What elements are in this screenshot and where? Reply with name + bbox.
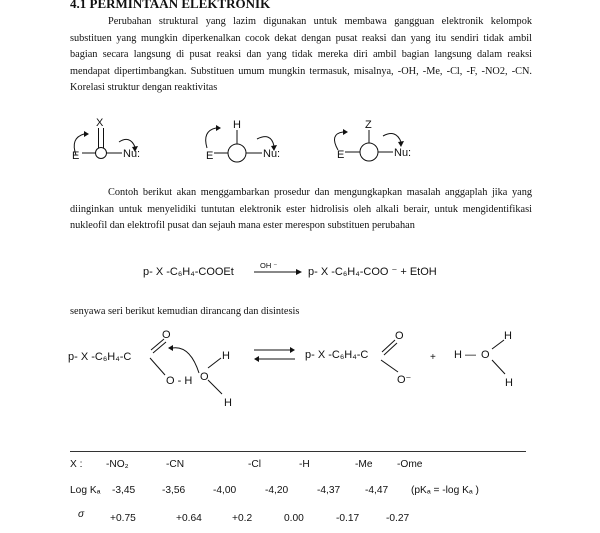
table-logk-value: -4,37 bbox=[317, 485, 341, 496]
table-logk-value: -4,47 bbox=[365, 485, 389, 496]
table-x-value: -Me bbox=[355, 459, 373, 470]
section-title: 4.1 PERMINTAAN ELEKTRONIK bbox=[70, 0, 271, 11]
mechanism-left-fragment: p- X -C₆H₄-C bbox=[68, 351, 132, 363]
equation-product: p- X -C₆H₄-COO ⁻ + EtOH bbox=[308, 266, 437, 278]
equation-condition: OH ⁻ bbox=[260, 261, 278, 270]
mechanism-left-carbonyl: O bbox=[162, 329, 171, 341]
nucleophile-label: Nu: bbox=[263, 148, 281, 160]
paragraph-hydrolysis: Contoh berikut akan menggambarkan prosedur dan mengungkapkan masalah anggaplah jika yang diinginkan untuk menyelidiki tuntutan elektronik ester hidrolisis oleh alkali berair, untuk mengidentifikasi nukleofil dan elektrofil pusat dan sejauh mana ester merespon substituen perubahan bbox=[70, 187, 532, 232]
paragraph-series: senyawa seri berikut kemudian dirancang dan disintesis bbox=[70, 306, 300, 317]
paragraph-electronic-effects: Perubahan struktural yang lazim digunakan untuk membawa gangguan elektronik kelompok substituen yang mungkin diperkenalkan cocok dekat dengan pusat reaksi dan yang itu sendiri tidak ambil bagian secara langsung di pusat reaksi dan yang tidak mereka diri ambil bagian langsung dalam reaksi mendapat dipertimbangkan. Substituen umum mungkin termasuk, misalnya, -OH, -Me, -Cl, -F, -NO2, -CN. Korelasi struktur dengan reaktivitas bbox=[70, 16, 532, 94]
curved-arrow-icon bbox=[172, 348, 199, 373]
mechanism-water-h: H bbox=[224, 397, 232, 409]
table-sigma-value: +0.64 bbox=[176, 513, 202, 524]
mechanism-left-ester-oh: O - H bbox=[166, 375, 193, 387]
table-x-value: -Ome bbox=[397, 459, 423, 470]
table-logk-value: -4,00 bbox=[213, 485, 237, 496]
table-x-value: -Cl bbox=[248, 459, 262, 470]
substituent-z: Z bbox=[365, 119, 372, 131]
table-x-value: -H bbox=[299, 459, 310, 470]
electrophile-label: E bbox=[337, 149, 345, 161]
table-sigma-label: σ bbox=[78, 509, 85, 520]
nucleophile-label: Nu: bbox=[394, 147, 412, 159]
table-logk-value: -4,20 bbox=[265, 485, 289, 496]
mechanism-hydronium-o: O bbox=[481, 349, 490, 361]
nucleophile-label: Nu: bbox=[123, 148, 141, 160]
table-sigma-value: -0.17 bbox=[336, 513, 360, 524]
electrophile-label: E bbox=[72, 150, 80, 162]
mechanism-water-h: H bbox=[222, 350, 230, 362]
mechanism-right-carbonyl: O bbox=[395, 330, 404, 342]
mechanism-right-anion: O⁻ bbox=[397, 374, 412, 386]
mechanism-hydronium-h: H — bbox=[454, 349, 476, 361]
electrophile-label: E bbox=[206, 150, 214, 162]
table-top-rule bbox=[70, 451, 526, 452]
table-logk-label: Log Kₐ bbox=[70, 485, 101, 496]
table-sigma-value: +0.2 bbox=[232, 513, 253, 524]
table-x-value: -CN bbox=[166, 459, 185, 470]
table-pk-note: (pKₐ = -log Kₐ ) bbox=[411, 485, 479, 496]
table-sigma-value: +0.75 bbox=[110, 513, 136, 524]
substituent-x: X bbox=[96, 117, 104, 129]
table-logk-value: -3,45 bbox=[112, 485, 136, 496]
mechanism-right-fragment: p- X -C₆H₄-C bbox=[305, 349, 369, 361]
mechanism-hydronium-h-top: H bbox=[504, 330, 512, 342]
mechanism-water-o: O bbox=[200, 371, 209, 383]
table-x-label: X : bbox=[70, 459, 83, 470]
table-x-value: -NO₂ bbox=[106, 459, 129, 470]
table-sigma-value: -0.27 bbox=[386, 513, 410, 524]
substituent-h: H bbox=[233, 119, 241, 131]
table-sigma-value: 0.00 bbox=[284, 513, 304, 524]
mechanism-hydronium-h-bottom: H bbox=[505, 377, 513, 389]
table-logk-value: -3,56 bbox=[162, 485, 186, 496]
equation-reactant: p- X -C₆H₄-COOEt bbox=[143, 266, 234, 278]
mechanism-plus: + bbox=[430, 352, 436, 363]
